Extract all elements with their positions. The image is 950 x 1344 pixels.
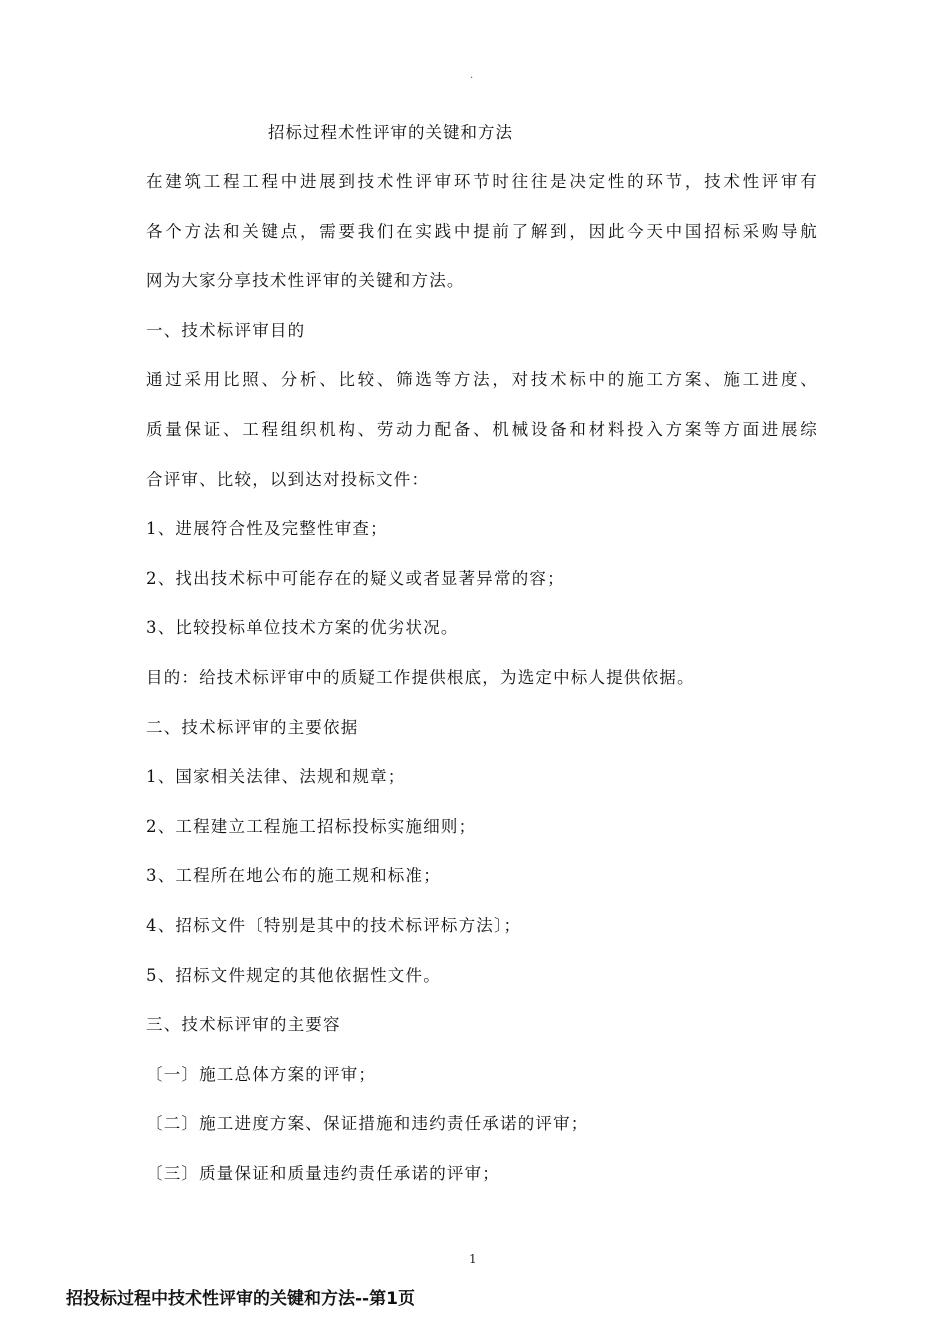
section-heading: 三、技术标评审的主要容	[146, 1015, 341, 1035]
list-item: 〔二〕施工进度方案、保证措施和违约责任承诺的评审；	[146, 1114, 589, 1134]
paragraph-line: 质量保证、工程组织机构、劳动力配备、机械设备和材料投入方案等方面进展综	[146, 419, 818, 439]
list-item: 2、工程建立工程施工招标投标实施细则；	[146, 816, 477, 836]
list-item: 2、找出技术标中可能存在的疑义或者显著异常的容；	[146, 568, 565, 588]
paragraph-line: 通过采用比照、分析、比较、筛选等方法，对技术标中的施工方案、施工进度、	[146, 370, 818, 390]
list-item: 4、招标文件〔特别是其中的技术标评标方法〕；	[146, 915, 522, 935]
footer-caption: 招投标过程中技术性评审的关键和方法--第1页	[66, 1289, 415, 1309]
paragraph-line: 在建筑工程工程中进展到技术性评审环节时往往是决定性的环节，技术性评审有	[146, 172, 818, 191]
page-number: 1	[469, 1252, 477, 1266]
paragraph-line: 目的：给技术标评审中的质疑工作提供根底，为选定中标人提供依据。	[146, 667, 695, 687]
list-item: 1、进展符合性及完整性审查；	[146, 519, 388, 539]
paragraph-line: 合评审、比较，以到达对投标文件：	[146, 469, 430, 489]
list-item: 3、工程所在地公布的施工规和标准；	[146, 866, 441, 886]
list-item: 5、招标文件规定的其他依据性文件。	[146, 965, 441, 985]
list-item: 〔三〕质量保证和质量违约责任承诺的评审；	[146, 1163, 500, 1183]
section-heading: 二、技术标评审的主要依据	[146, 717, 359, 737]
list-item: 3、比较投标单位技术方案的优劣状况。	[146, 618, 459, 638]
paragraph-line: 网为大家分享技术性评审的关键和方法。	[146, 271, 465, 291]
document-body	[146, 171, 818, 1212]
list-item: 〔一〕施工总体方案的评审；	[146, 1064, 377, 1084]
list-item: 1、国家相关法律、法规和规章；	[146, 767, 406, 787]
header-mark: .	[470, 70, 474, 81]
paragraph-line: 各个方法和关键点，需要我们在实践中提前了解到，因此今天中国招标采购导航	[146, 221, 818, 241]
document-title: 招标过程术性评审的关键和方法	[268, 123, 513, 142]
section-heading: 一、技术标评审目的	[146, 320, 306, 340]
